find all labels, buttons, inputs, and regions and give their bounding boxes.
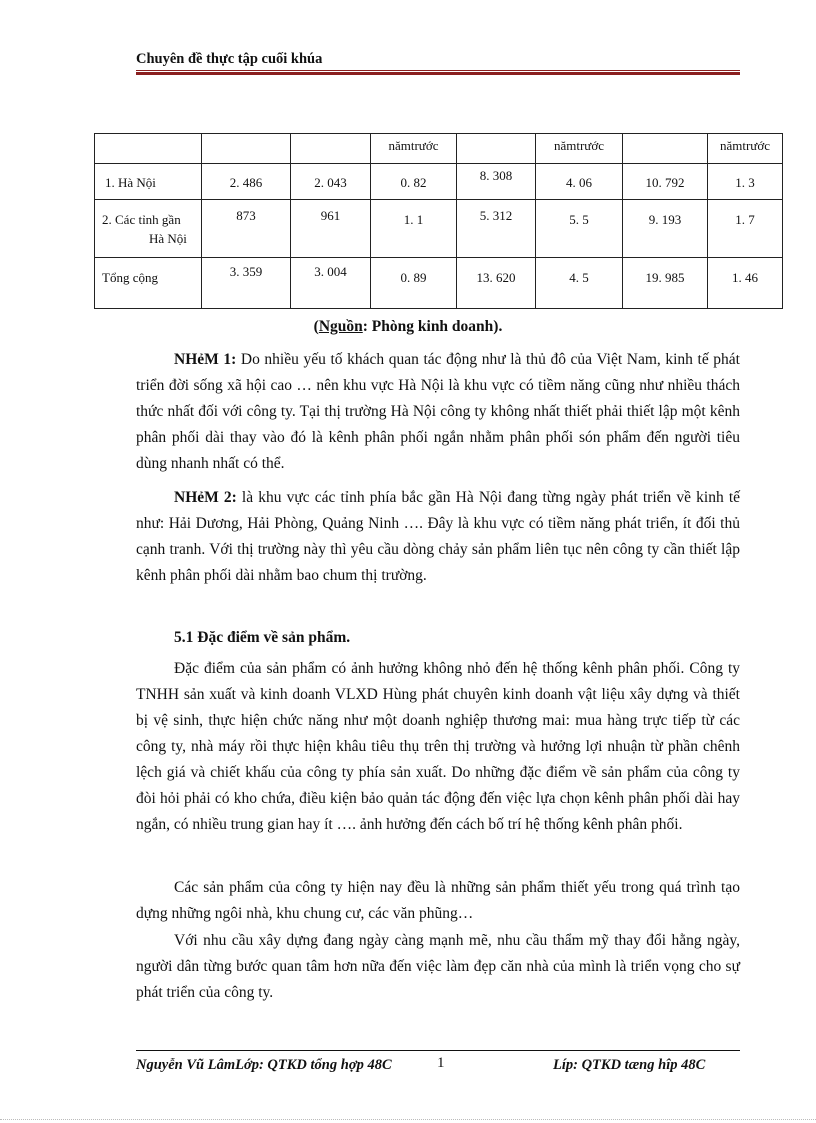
table-cell: 1. Hà Nội: [95, 164, 202, 200]
section-heading: 5.1 Đặc điểm về sản phẩm.: [174, 629, 351, 646]
table-header-row: [95, 134, 783, 164]
paragraph: Đặc điểm của sản phẩm có ảnh hưởng không nhỏ đến hệ thống kênh phân phối. Công ty TNHH sản xuất và kinh doanh VLXD Hùng phát chuyên kinh doanh vật liệu xây dựng và thiết bị vệ sinh, thực hiện chức năng như một doanh nghiệp thương mai: mua hàng trực tiếp từ các công ty, nhà máy rồi thực hiện khâu tiêu thụ trên thị trường và hưởng lợi nhuận từ phần chênh lệch giá và chiết khấu của công ty phía sản xuất. Do những đặc điểm về sản phẩm của công ty đòi hỏi phải có kho chứa, điều kiện bảo quản tác động đến việc lựa chọn kênh phân phối dài hay ngắn, có nhiều trung gian hay ít …. ảnh hưởng đến cách bố trí hệ thống kênh phân phối.: [136, 660, 740, 833]
table-cell: nămtrước: [708, 134, 783, 164]
distribution-table: [94, 133, 783, 309]
table-cell: 8. 308: [457, 164, 536, 200]
table-cell: [95, 134, 202, 164]
table-cell: 19. 985: [623, 258, 708, 309]
table-cell: 961: [291, 200, 371, 258]
page-edge-divider: [0, 1119, 816, 1120]
table-row: [95, 200, 783, 258]
table-cell: nămtrước: [536, 134, 623, 164]
paragraph-area-2: [136, 485, 740, 589]
table-cell: 3. 359: [202, 258, 291, 309]
table-cell: 2. Các tỉnh gần Hà Nội: [95, 200, 202, 258]
table-cell: [623, 134, 708, 164]
table-cell: 0. 89: [371, 258, 457, 309]
table-cell: 2. 486: [202, 164, 291, 200]
paragraph: Các sản phẩm của công ty hiện nay đều là những sản phẩm thiết yếu trong quá trình tạo dựng những ngôi nhà, khu chung cư, các văn phũng…: [136, 879, 740, 922]
table-cell: Tổng cộng: [95, 258, 202, 309]
footer-author: Nguyễn Vũ LâmLớp: QTKD tổng hợp 48C: [136, 1057, 392, 1073]
paragraph-area-4: [136, 875, 740, 927]
paragraph: NHẻM 1: Do nhiều yếu tố khách quan tác động như là thủ đô của Việt Nam, kinh tế phát triển đời sống xã hội cao … nên khu vực Hà Nội là khu vực có tiềm năng cũng như nhiều thách thức nhất đối với công ty. Tại thị trường Hà Nội công ty không nhất thiết phải thiết lập một kênh phân phối dài thay vào đó là kênh phân phối ngắn nhằm phân phối són phẩm đến người tiêu dùng nhanh nhất có thể.: [136, 351, 740, 472]
table-cell: 3. 004: [291, 258, 371, 309]
table-row: [95, 164, 783, 200]
table-cell: 0. 82: [371, 164, 457, 200]
table-cell: 4. 5: [536, 258, 623, 309]
table-cell: 10. 792: [623, 164, 708, 200]
table-cell: [291, 134, 371, 164]
table-cell: 9. 193: [623, 200, 708, 258]
table-cell: [457, 134, 536, 164]
table-cell: 1. 1: [371, 200, 457, 258]
table-row: [95, 258, 783, 309]
table-cell: nămtrước: [371, 134, 457, 164]
paragraph-area-3: [136, 656, 740, 838]
table-source-note: (Nguồn: Phòng kinh doanh).: [313, 318, 503, 335]
header-rule-thick: [136, 72, 740, 75]
table-cell: 1. 46: [708, 258, 783, 309]
paragraph-area-5: [136, 928, 740, 1006]
paragraph-area-1: [136, 347, 740, 477]
table-cell: 4. 06: [536, 164, 623, 200]
header-rule: [136, 70, 740, 71]
table-cell: 5. 5: [536, 200, 623, 258]
paragraph: Với nhu cầu xây dựng đang ngày càng mạnh mẽ, nhu cầu thẩm mỹ thay đổi hằng ngày, người dân từng bước quan tâm hơn nữa đến việc làm đẹp căn nhà của mình là triển vọng cho sự phát triển của công ty.: [136, 932, 740, 1001]
paragraph: NHẻM 2: là khu vực các tỉnh phía bắc gần Hà Nội đang từng ngày phát triển về kinh tế như: Hải Dương, Hải Phòng, Quảng Ninh …. Đây là khu vực có tiềm năng phát triển, ít đối thủ cạnh tranh. Với thị trường này thì yêu cầu dòng chảy sản phẩm liên tục nên công ty cần thiết lập kênh phân phối dài nhằm bao chum thị trường.: [136, 489, 741, 584]
page-number: 1: [437, 1055, 445, 1071]
table-cell: 5. 312: [457, 200, 536, 258]
table-cell: 13. 620: [457, 258, 536, 309]
table-cell: [202, 134, 291, 164]
table-cell: 2. 043: [291, 164, 371, 200]
footer-class: Líp: QTKD tæng hîp 48C: [553, 1057, 706, 1073]
table-cell: 1. 3: [708, 164, 783, 200]
table-cell: 873: [202, 200, 291, 258]
footer-rule: [136, 1050, 740, 1051]
page-header-title: Chuyên đề thực tập cuối khúa: [136, 51, 323, 67]
table-cell: 1. 7: [708, 200, 783, 258]
